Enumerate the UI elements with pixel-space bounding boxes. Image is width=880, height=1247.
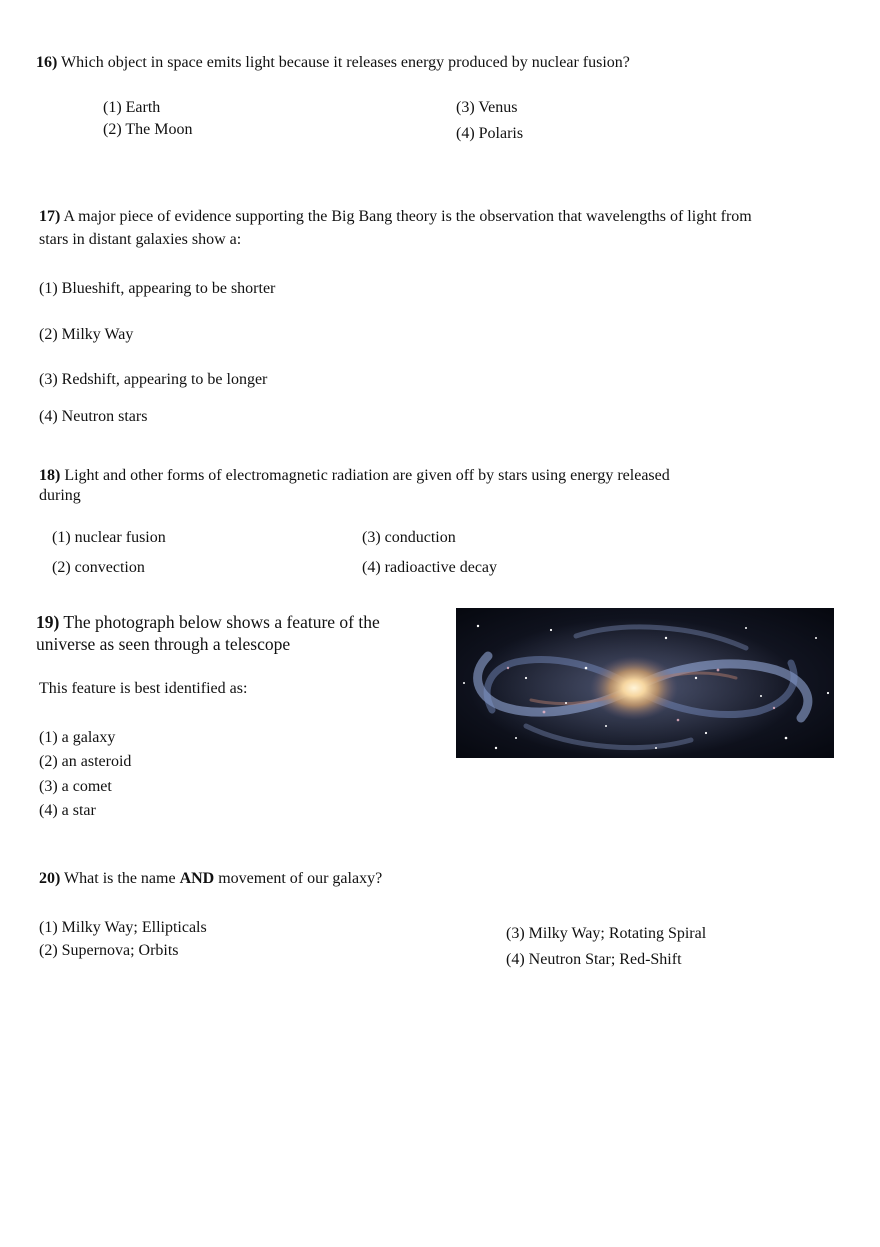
question-19-prompt: This feature is best identified as: — [39, 680, 248, 697]
question-20-option-3: (3) Milky Way; Rotating Spiral — [506, 925, 707, 942]
question-17-option-2: (2) Milky Way — [39, 326, 134, 343]
question-18-option-4: (4) radioactive decay — [362, 559, 498, 576]
question-19-text-line-2: universe as seen through a telescope — [36, 634, 291, 654]
question-17-text-line-2: stars in distant galaxies show a: — [39, 231, 242, 248]
question-18-option-3: (3) conduction — [362, 529, 456, 546]
question-19-option-2: (2) an asteroid — [39, 753, 132, 770]
question-20-number: 20) — [39, 870, 61, 887]
question-19-option-4: (4) a star — [39, 802, 96, 819]
question-20-stem — [39, 869, 382, 889]
question-18-text-line-1: Light and other forms of electromagnetic radiation are given off by stars using energy released — [64, 467, 670, 484]
question-16-text: Which object in space emits light because it releases energy produced by nuclear fusion? — [61, 54, 630, 71]
question-18-option-1: (1) nuclear fusion — [52, 529, 166, 546]
question-20-text-bold: AND — [179, 870, 215, 887]
question-16-option-1: (1) Earth — [103, 99, 161, 116]
question-17-option-1: (1) Blueshift, appearing to be shorter — [39, 280, 276, 297]
question-17-stem — [39, 207, 752, 227]
question-20-text-after: movement of our galaxy? — [214, 870, 383, 887]
question-17-number: 17) — [39, 208, 61, 225]
question-19-stem — [36, 611, 380, 633]
question-17-option-4: (4) Neutron stars — [39, 408, 148, 425]
question-16-option-3: (3) Venus — [456, 99, 518, 116]
question-18-option-2: (2) convection — [52, 559, 145, 576]
question-18-stem — [39, 466, 670, 486]
question-17-option-3: (3) Redshift, appearing to be longer — [39, 371, 268, 388]
question-19-text-line-1: The photograph below shows a feature of the — [63, 612, 380, 632]
question-20-text-before: What is the name — [64, 870, 180, 887]
question-18-number: 18) — [39, 467, 61, 484]
question-17-text-line-1: A major piece of evidence supporting the Big Bang theory is the observation that wavelengths of light from — [63, 208, 752, 225]
question-16-option-2: (2) The Moon — [103, 121, 193, 138]
question-16-stem — [36, 53, 630, 73]
question-18-text-line-2: during — [39, 487, 81, 504]
question-16-number: 16) — [36, 54, 58, 71]
galaxy-image-icon — [456, 608, 834, 758]
question-19-option-3: (3) a comet — [39, 778, 112, 795]
question-20-option-1: (1) Milky Way; Ellipticals — [39, 919, 207, 936]
spiral-galaxy-photo — [456, 608, 834, 758]
question-19-option-1: (1) a galaxy — [39, 729, 116, 746]
question-20-option-4: (4) Neutron Star; Red-Shift — [506, 951, 682, 968]
question-16-option-4: (4) Polaris — [456, 125, 524, 142]
question-20-option-2: (2) Supernova; Orbits — [39, 942, 179, 959]
question-19-number: 19) — [36, 612, 60, 632]
